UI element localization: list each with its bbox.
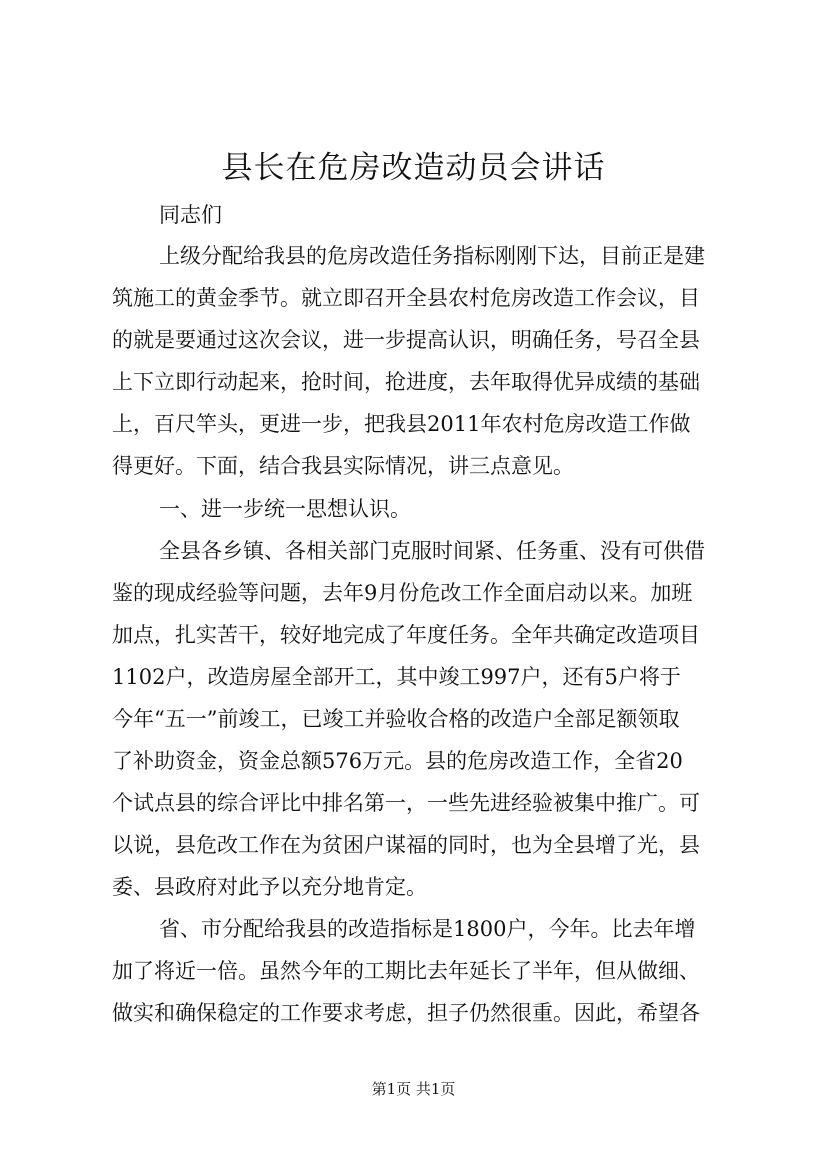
text-line: 得更好。下面，结合我县实际情况，讲三点意见。	[112, 454, 574, 478]
text-line: 上级分配给我县的危房改造任务指标刚刚下达，目前正是建	[159, 244, 705, 268]
text-line: 鉴的现成经验等问题，去年9月份危改工作全面启动以来。加班	[112, 581, 693, 605]
text-line: 筑施工的黄金季节。就立即召开全县农村危房改造工作会议，目	[112, 286, 700, 310]
salutation: 同志们	[159, 203, 222, 227]
text-line: 上，百尺竿头，更进一步，把我县2011年农村危房改造工作做	[112, 412, 691, 436]
text-line: 上下立即行动起来，抢时间，抢进度，去年取得优异成绩的基础	[112, 370, 700, 394]
text-line: 委、县政府对此予以充分地肯定。	[112, 875, 427, 899]
text-line: 了补助资金，资金总额576万元。县的危房改造工作，全省20	[112, 749, 683, 773]
text-line: 以说，县危改工作在为贫困户谋福的同时，也为全县增了光，县	[112, 833, 700, 857]
text-line: 加了将近一倍。虽然今年的工期比去年延长了半年，但从做细、	[112, 959, 700, 983]
text-line: 省、市分配给我县的改造指标是1800户，今年。比去年增	[159, 917, 696, 941]
text-line: 加点，扎实苦干，较好地完成了年度任务。全年共确定改造项目	[112, 623, 700, 647]
text-line: 个试点县的综合评比中排名第一，一些先进经验被集中推广。可	[112, 791, 700, 815]
text-line: 全县各乡镇、各相关部门克服时间紧、任务重、没有可供借	[159, 539, 705, 563]
page-footer: 第1页 共1页	[371, 1080, 456, 1098]
text-line: 的就是要通过这次会议，进一步提高认识，明确任务，号召全县	[112, 328, 700, 352]
text-line: 1102户，改造房屋全部开工，其中竣工997户，还有5户将于	[112, 665, 681, 689]
text-line: 今年“五一”前竣工，已竣工并验收合格的改造户全部足额领取	[112, 707, 680, 731]
section-heading: 一、进一步统一思想认识。	[159, 497, 411, 521]
document-title: 县长在危房改造动员会讲话	[221, 150, 606, 186]
text-line: 做实和确保稳定的工作要求考虑，担子仍然很重。因此，希望各	[112, 1001, 700, 1025]
